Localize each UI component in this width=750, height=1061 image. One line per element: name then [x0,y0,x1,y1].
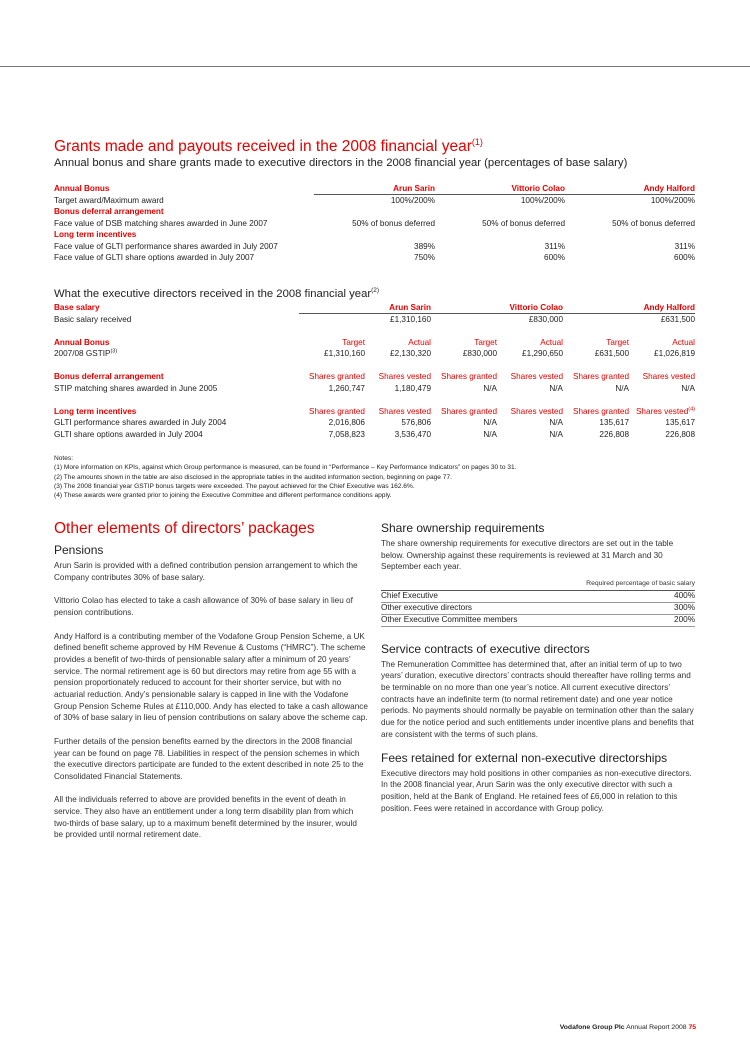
share-ownership-text: The share ownership requirements for executive directors are set out in the table below. Ownership against these requirements is reviewed at 31 March and 30 September each year. [381,539,674,572]
section-label: Bonus deferral arrangement [54,207,164,217]
row-label: Face value of DSB matching shares awarded in June 2007 [54,218,268,228]
header-cell: Arun Sarin [299,302,431,314]
header-cell: Andy Halford [565,183,695,195]
lti-header-row [54,406,695,418]
cell: 750% [414,253,435,263]
header-cell: Target [606,337,630,347]
notes [54,454,695,500]
header-cell: Shares granted [309,372,365,382]
share-table-header [381,578,695,590]
cell: 7,058,823 [328,429,365,439]
page-number: 75 [688,1024,696,1031]
paragraph: Arun Sarin is provided with a defined contribution pension arrangement to which the Company contributes 30% of base salary. [54,561,358,583]
header-cell: Target [342,337,365,347]
fees-text: Executive directors may hold positions in other companies as non-executive directors. In the 2008 financial year, Arun Sarin was the only executive director with such a position, held at the Bank of England. He retained fees of £6,000 in relation to this position. Fees were retained in accordance with Group policy. [381,768,692,813]
cell: 400% [556,590,695,602]
cell: 311% [674,241,695,251]
cell: 600% [544,253,565,263]
cell: 100%/200% [390,195,435,205]
cell: 2,016,806 [328,418,365,428]
row-label: Target award/Maximum award [54,195,164,205]
cell: N/A [549,429,564,439]
spacer-row [54,325,695,337]
section-row [54,229,695,241]
cell: £830,000 [462,349,498,359]
grants-title: Grants made and payouts received in the 2008 financial year$^{(1)}$ [54,136,483,155]
cell: £1,026,819 [654,349,696,359]
cell: £830,000 [528,314,564,324]
cell: 1,180,479 [394,383,432,393]
cell: 389% [414,241,435,251]
received-table [54,302,695,440]
cell: £1,290,650 [522,349,564,359]
cell: N/A [483,418,498,428]
header-cell: Shares vested [378,372,432,382]
cell: 3,536,470 [394,429,432,439]
table-row [381,602,695,614]
header-cell: Vittorio Colao [431,302,563,314]
row-label: 2007/08 GSTIP$^{(3)}$ [54,348,118,359]
page-footer [560,1024,696,1032]
note-item: (1) More information on KPIs, against which Group performance is measured, can be found in “Performance – Key Performance Indicators” on pages 30 to 31. [54,464,517,472]
row-label: GLTI share options awarded in July 2004 [54,429,203,439]
spacer-row [54,394,695,406]
table-row [381,590,695,602]
cell: 50% of bonus deferred [612,218,695,228]
notes-label: Notes: [54,455,74,462]
header-cell: Bonus deferral arrangement [54,372,164,382]
bonus-header-row [54,337,695,349]
empty-cell [381,578,556,590]
spacer-row [54,360,695,372]
row-label: Basic salary received [54,314,132,324]
received-title: What the executive directors received in the 2008 financial year$^{(2)}$ [54,287,380,300]
header-cell: Shares vested [378,406,432,416]
cell: 226,808 [599,429,630,439]
header-cell: Shares granted [441,372,498,382]
table-row [54,314,695,326]
service-contracts-text: The Remuneration Committee has determined that, after an initial term of up to two years’ duration, executive directors’ contracts should thereafter have rolling terms and be terminable on no more than one year’s notice. All current executive directors’ contracts have an indefinite term (to normal retirement date) and one year notice periods. No payments should normally be payable on termination other than the salary due for the notice period and such entitlements under incentive plans and benefits that are consistent with the terms of such plans. [381,659,694,739]
row-label: Chief Executive [381,590,556,602]
header-cell: Actual [672,337,696,347]
footer-report: Annual Report 2008 [624,1024,689,1031]
cell: N/A [549,383,564,393]
cell: 300% [556,602,695,614]
header-cell: Shares granted [573,372,630,382]
deferral-header-row [54,371,695,383]
header-cell: Annual Bonus [54,184,110,194]
header-cell: Shares vested [510,372,564,382]
table-row [54,218,695,230]
cell: 50% of bonus deferred [352,218,435,228]
grants-subtitle: Annual bonus and share grants made to executive directors in the 2008 financial year (percentages of base salary) [54,157,628,169]
cell: 600% [674,253,695,263]
row-label: STIP matching shares awarded in June 2005 [54,383,218,393]
header-cell: Shares granted [309,406,365,416]
paragraph: Vittorio Colao has elected to take a cash allowance of 30% of base salary in lieu of pension contributions. [54,596,353,618]
cell: £631,500 [594,349,630,359]
row-label: GLTI performance shares awarded in July 2004 [54,418,227,428]
service-contracts-heading: Service contracts of executive directors [381,641,590,656]
header-cell: Andy Halford [563,302,695,314]
table-row [54,348,695,360]
header-cell: Target [474,337,498,347]
grants-table [54,183,695,264]
table-row [54,241,695,253]
header-cell: Shares vested$^{(4)}$ [635,406,696,416]
top-rule [0,66,750,67]
cell: 50% of bonus deferred [482,218,565,228]
note-item: (4) These awards were granted prior to joining the Executive Committee and different performance conditions apply. [54,492,392,500]
table-row [54,383,695,395]
table-row [54,195,695,207]
row-label: Face value of GLTI performance shares awarded in July 2007 [54,241,278,251]
cell: £2,130,320 [390,349,432,359]
header-cell: Shares granted [441,406,498,416]
cell: N/A [549,418,564,428]
cell: 135,617 [599,418,630,428]
right-column [381,521,695,822]
cell: 226,808 [665,429,696,439]
note-item: (3) The 2008 financial year GSTIP bonus targets were exceeded. The payout achieved for the Chief Executive was 162.6%. [54,482,415,490]
fees-heading: Fees retained for external non-executive directorships [381,750,668,765]
cell: 576,806 [401,418,432,428]
cell: N/A [483,429,498,439]
other-elements-column [54,519,368,853]
table-row [54,417,695,429]
cell: 200% [556,614,695,626]
cell: 311% [544,241,565,251]
cell: £631,500 [660,314,696,324]
header-cell: Base salary [54,303,100,313]
header-cell: Actual [540,337,564,347]
cell: N/A [615,383,630,393]
pensions-heading: Pensions [54,543,104,558]
grants-header-row [54,183,695,195]
header-cell: Shares granted [573,406,630,416]
row-label: Other Executive Committee members [381,614,556,626]
header-cell: Required percentage of basic salary [556,578,695,590]
footer-brand: Vodafone Group Plc [559,1024,625,1031]
note-item: (2) The amounts shown in the table are also disclosed in the appropriate tables in the audited information section, beginning on page 77. [54,473,452,481]
table-row [54,429,695,441]
cell: £1,310,160 [390,314,432,324]
table-row [381,614,695,626]
row-label: Face value of GLTI share options awarded in July 2007 [54,253,255,263]
header-cell: Arun Sarin [314,183,435,195]
cell: 135,617 [665,418,696,428]
other-elements-title: Other elements of directors’ packages [54,520,315,537]
header-cell: Vittorio Colao [435,183,565,195]
base-header-row [54,302,695,314]
table-row [54,252,695,264]
cell: 100%/200% [520,195,565,205]
section-label: Long term incentives [54,230,137,240]
row-label: Other executive directors [381,602,556,614]
cell: N/A [483,383,498,393]
cell: N/A [681,383,696,393]
cell: 1,260,747 [328,383,365,393]
paragraph: All the individuals referred to above are provided benefits in the event of death in service. They also have an entitlement under a long term disability plan from which two-thirds of base salary, up to a maximum benefit determined by the insurer, would be provided until normal retirement date. [54,795,357,840]
header-cell: Long term incentives [54,406,137,416]
cell: £1,310,160 [324,349,365,359]
paragraph: Further details of the pension benefits earned by the directors in the 2008 financial year can be found on page 78. Liabilities in respect of the pension schemes in which the executive directors participate are funded to the extent described in note 25 to the Consolidated Financial Statements. [54,736,364,781]
header-cell: Annual Bonus [54,337,110,347]
header-cell: Shares vested [510,406,564,416]
paragraph: Andy Halford is a contributing member of the Vodafone Group Pension Scheme, a UK defined benefit scheme approved by HM Revenue & Customs (“HMRC”). The scheme provides a benefit of two-thirds of pensionable salary after a minimum of 20 years’ service. The normal retirement age is 60 but directors may retire from age 55 with a pension proportionately reduced to account for their shorter service, but with no actuarial reduction. Andy’s pensionable salary is capped in line with the Vodafone Group Pension Scheme Rules at £110,000. Andy has elected to take a cash allowance of 30% of base salary in lieu of pension contributions on salary above the scheme cap. [54,631,368,723]
share-ownership-table [381,578,695,627]
share-ownership-heading: Share ownership requirements [381,521,545,535]
cell: 100%/200% [650,195,695,205]
header-cell: Actual [408,337,432,347]
section-row [54,206,695,218]
header-cell: Shares vested [642,372,696,382]
